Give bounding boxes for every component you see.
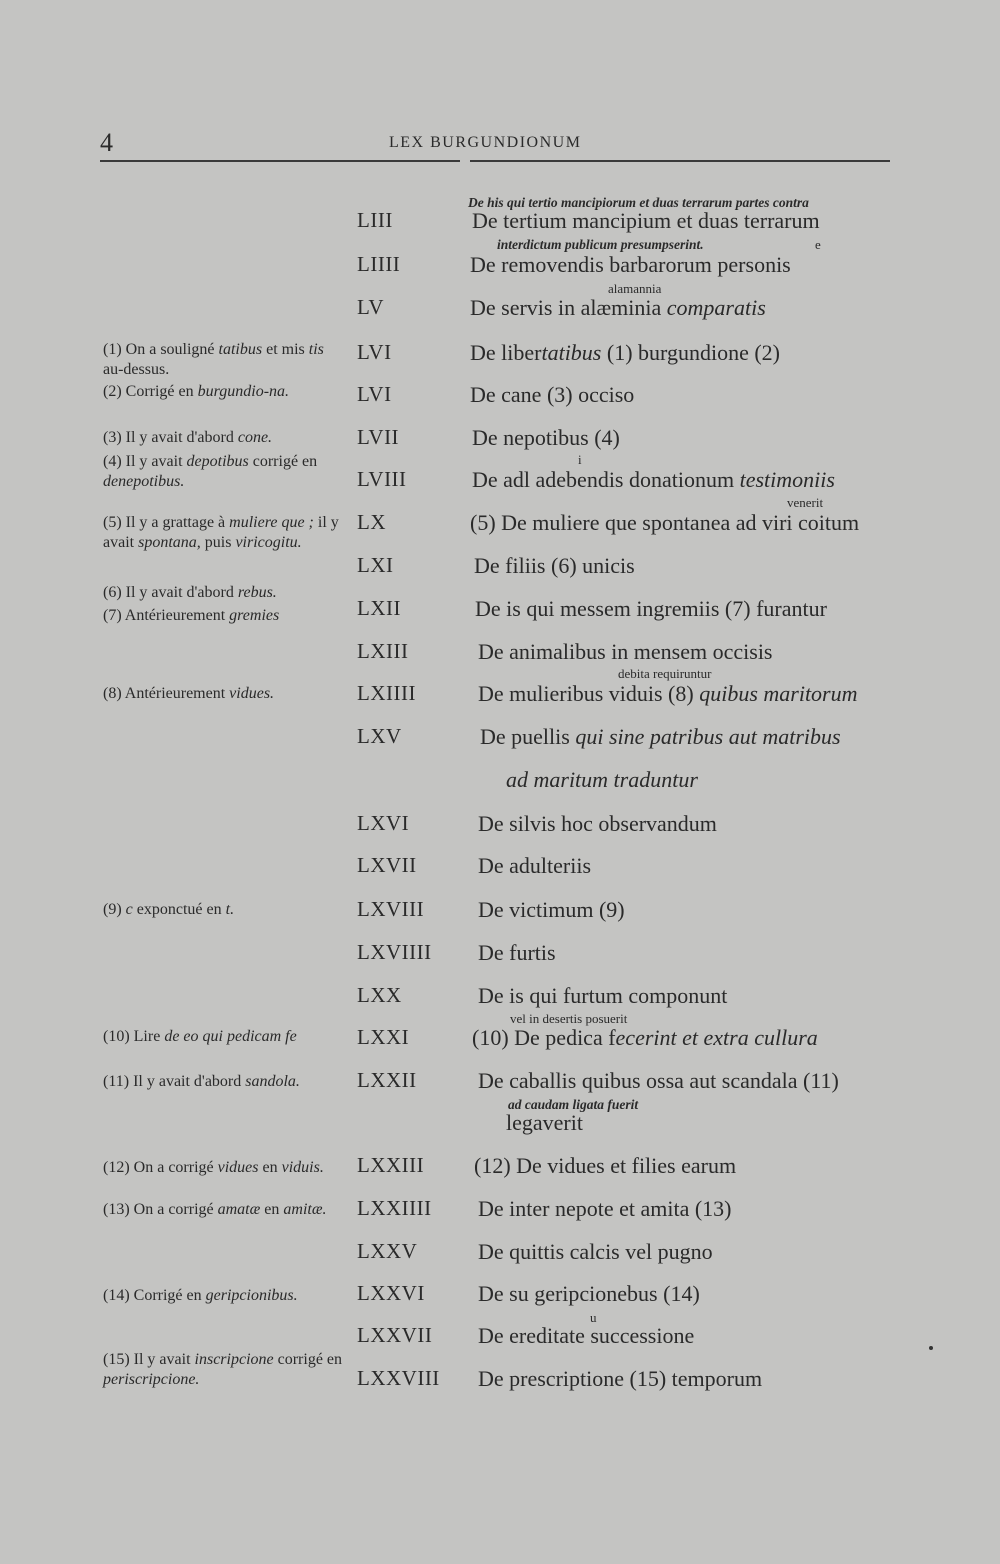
chapter-number: LXXI [357, 1025, 410, 1049]
chapter-number: LXXIIII [357, 1196, 432, 1220]
footnote: (14) Corrigé en geripcionibus. [103, 1287, 298, 1304]
chapter-title: (5) De muliere que spontanea ad viri coitum [470, 510, 860, 535]
header-rule-right [470, 160, 890, 162]
header-rule-left [100, 160, 460, 162]
chapter-title-continuation: ad maritum traduntur [506, 767, 698, 792]
chapter-title: De inter nepote et amita (13) [478, 1196, 732, 1221]
interlinear-gloss: venerit [787, 495, 824, 510]
footnote: (1) On a souligné tatibus et mis tis au-dessus. [103, 341, 324, 378]
chapter-title: (12) De vidues et filies earum [474, 1153, 737, 1178]
chapter-title: De is qui messem ingremiis (7) furantur [475, 596, 827, 621]
interlinear-gloss: alamannia [608, 281, 662, 296]
chapter-number: LXVI [357, 811, 410, 835]
footnote: (13) On a corrigé amatæ en amitæ. [103, 1201, 327, 1218]
interlinear-gloss: debita requiruntur [618, 666, 712, 681]
chapter-title-continuation: legaverit [506, 1110, 583, 1135]
footnote: (2) Corrigé en burgundio-na. [103, 383, 290, 400]
footnote: (11) Il y avait d'abord sandola. [103, 1073, 300, 1090]
chapter-title: De mulieribus viduis (8) quibus maritorum [478, 681, 858, 706]
chapter-title: De puellis qui sine patribus aut matribus [480, 724, 841, 749]
chapter-title: De cane (3) occiso [470, 382, 635, 407]
chapter-number: LXI [357, 553, 394, 577]
chapter-number: LVI [357, 340, 392, 364]
footnote: (4) Il y avait depotibus corrigé en denepotibus. [103, 453, 318, 490]
chapter-number: LVII [357, 425, 400, 449]
footnote: (5) Il y a grattage à muliere que ; il y avait spontana, puis viricogitu. [103, 514, 339, 551]
chapter-title: De nepotibus (4) [472, 425, 620, 450]
chapter-number: LXXVII [357, 1323, 433, 1347]
chapter-number: LXXVIII [357, 1366, 440, 1390]
chapter-title: De libertatibus (1) burgundione (2) [470, 340, 780, 365]
running-title: LEX BURGUNDIONUM [389, 134, 582, 151]
interlinear-gloss: interdictum publicum presumpserint. [497, 237, 704, 252]
chapter-title: De ereditate successione [478, 1323, 695, 1348]
chapter-title: De adl adebendis donationum testimoniis [472, 467, 835, 492]
chapter-number: LXXIII [357, 1153, 425, 1177]
interlinear-gloss: vel in desertis posuerit [510, 1011, 628, 1026]
footnote: (6) Il y avait d'abord rebus. [103, 584, 277, 601]
chapter-number: LVIII [357, 467, 407, 491]
chapter-number: LIII [357, 208, 393, 232]
chapter-number: LXVIII [357, 897, 425, 921]
ink-speck [929, 1346, 933, 1350]
chapter-number: LXV [357, 724, 402, 748]
chapter-number: LX [357, 510, 386, 534]
chapter-title: De adulteriis [478, 853, 592, 878]
footnote: (8) Antérieurement vidues. [103, 685, 275, 702]
chapter-title: De prescriptione (15) temporum [478, 1366, 763, 1391]
chapter-title: De furtis [478, 940, 556, 965]
chapter-title: De su geripcionebus (14) [478, 1281, 700, 1306]
chapter-title: De tertium mancipium et duas terrarum [472, 208, 820, 233]
chapter-number: LXXV [357, 1239, 418, 1263]
interlinear-letter: u [590, 1310, 597, 1325]
chapter-number: LXVIIII [357, 940, 432, 964]
chapter-title: De animalibus in mensem occisis [478, 639, 773, 664]
footnote: (12) On a corrigé vidues en viduis. [103, 1159, 324, 1176]
chapter-number: LVI [357, 382, 392, 406]
chapter-title: (10) De pedica fecerint et extra cullura [472, 1025, 818, 1050]
footnote: (3) Il y avait d'abord cone. [103, 429, 273, 446]
chapter-number: LXII [357, 596, 401, 620]
interlinear-letter: i [578, 452, 582, 467]
chapter-number: LIIII [357, 252, 401, 276]
footnote: (10) Lire de eo qui pedicam fe [103, 1028, 297, 1045]
interlinear-gloss: De his qui tertio mancipiorum et duas terrarum partes contra [468, 195, 809, 210]
chapter-title: De victimum (9) [478, 897, 625, 922]
chapter-title: De silvis hoc observandum [478, 811, 717, 836]
page-number: 4 [100, 128, 113, 157]
chapter-number: LXIIII [357, 681, 416, 705]
chapter-title: De caballis quibus ossa aut scandala (11) [478, 1068, 839, 1093]
chapter-number: LXVII [357, 853, 417, 877]
interlinear-gloss: ad caudam ligata fuerit [508, 1097, 639, 1112]
chapter-title: De is qui furtum componunt [478, 983, 728, 1008]
chapter-number: LXIII [357, 639, 409, 663]
chapter-number: LV [357, 295, 385, 319]
interlinear-letter: e [815, 237, 821, 252]
chapter-number: LXXVI [357, 1281, 425, 1305]
footnote: (15) Il y avait inscripcione corrigé en periscripcione. [103, 1351, 343, 1388]
chapter-title: De removendis barbarorum personis [470, 252, 791, 277]
chapter-title: De filiis (6) unicis [474, 553, 635, 578]
footnote: (9) c exponctué en t. [103, 901, 235, 918]
footnote: (7) Antérieurement gremies [103, 607, 280, 624]
chapter-number: LXXII [357, 1068, 417, 1092]
chapter-title: De quittis calcis vel pugno [478, 1239, 713, 1264]
chapter-title: De servis in alæminia comparatis [470, 295, 766, 320]
chapter-number: LXX [357, 983, 402, 1007]
